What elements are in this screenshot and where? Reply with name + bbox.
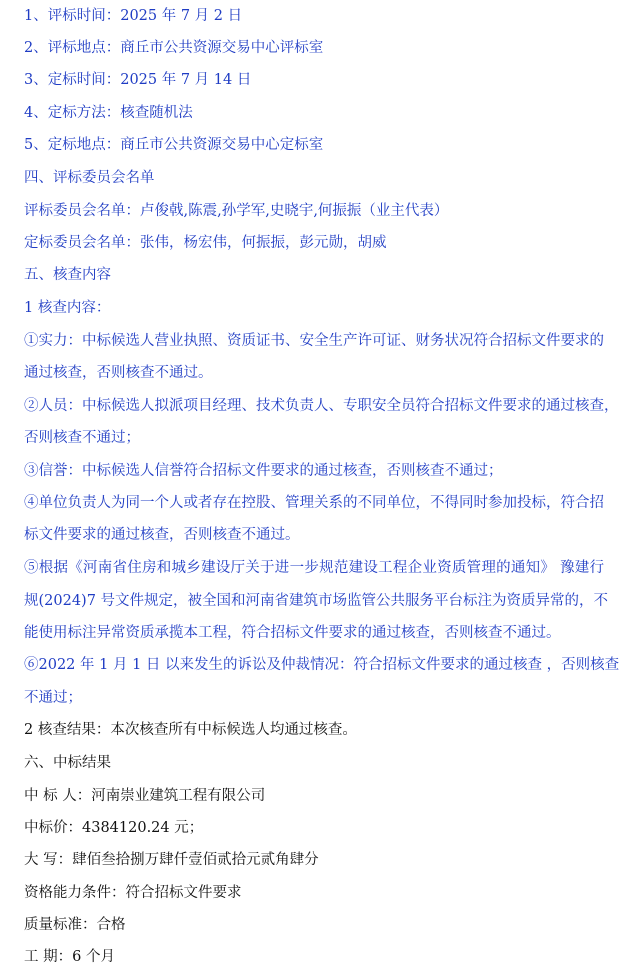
section-heading-committee: 四、评标委员会名单 (24, 170, 155, 186)
winning-bidder: 中 标 人：河南崇业建筑工程有限公司 (24, 788, 266, 804)
review-item-qualification-line1: ⑤根据《河南省住房和城乡建设厅关于进一步规范建设工程企业资质管理的通知》 豫建行 (24, 560, 604, 576)
award-location: 5、定标地点：商丘市公共资源交易中心定标室 (24, 137, 324, 153)
section-heading-result: 六、中标结果 (24, 755, 111, 771)
quality-standard: 质量标准：合格 (24, 917, 126, 933)
award-time: 3、定标时间：2025 年 7 月 14 日 (24, 72, 252, 88)
review-item-qualification-line2: 规(2024)7 号文件规定，被全国和河南省建筑市场监管公共服务平台标注为资质异常的，不 (24, 593, 609, 609)
review-item-litigation-line2: 不通过； (24, 690, 82, 706)
review-item-personnel-line2: 否则核查不通过； (24, 430, 140, 446)
eval-location: 2、评标地点：商丘市公共资源交易中心评标室 (24, 40, 324, 56)
review-item-qualification-line3: 能使用标注异常资质承揽本工程，符合招标文件要求的通过核查，否则核查不通过。 (24, 625, 561, 641)
eval-time: 1、评标时间：2025 年 7 月 2 日 (24, 8, 243, 24)
construction-period: 工 期：6 个月 (24, 949, 115, 965)
review-item-strength-line1: ①实力：中标候选人营业执照、资质证书、安全生产许可证、财务状况符合招标文件要求的 (24, 333, 604, 349)
review-item-personnel-line1: ②人员：中标候选人拟派项目经理、技术负责人、专职安全员符合招标文件要求的通过核查， (24, 398, 619, 414)
award-method: 4、定标方法：核查随机法 (24, 105, 193, 121)
review-content-label: 1 核查内容： (24, 300, 111, 316)
section-heading-review: 五、核查内容 (24, 267, 111, 283)
review-item-credit: ③信誉：中标候选人信誉符合招标文件要求的通过核查，否则核查不通过； (24, 463, 503, 479)
review-item-affiliation-line2: 标文件要求的通过核查，否则核查不通过。 (24, 527, 300, 543)
winning-price: 中标价：4384120.24 元； (24, 820, 204, 836)
review-item-litigation-line1: ⑥2022 年 1 月 1 日 以来发生的诉讼及仲裁情况：符合招标文件要求的通过核查 ，否则核查 (24, 657, 620, 673)
qualification-condition: 资格能力条件：符合招标文件要求 (24, 885, 242, 901)
winning-price-in-words: 大 写：肆佰叁拾捌万肆仟壹佰贰拾元贰角肆分 (24, 852, 319, 868)
review-result: 2 核查结果：本次核查所有中标候选人均通过核查。 (24, 722, 357, 738)
review-item-affiliation-line1: ④单位负责人为同一个人或者存在控股、管理关系的不同单位，不得同时参加投标，符合招 (24, 495, 604, 511)
eval-committee-list: 评标委员会名单：卢俊戟,陈震,孙学军,史晓宇,何振振（业主代表） (24, 203, 449, 219)
award-committee-list: 定标委员会名单：张伟，杨宏伟，何振振，彭元勋，胡威 (24, 235, 387, 251)
review-item-strength-line2: 通过核查，否则核查不通过。 (24, 365, 213, 381)
